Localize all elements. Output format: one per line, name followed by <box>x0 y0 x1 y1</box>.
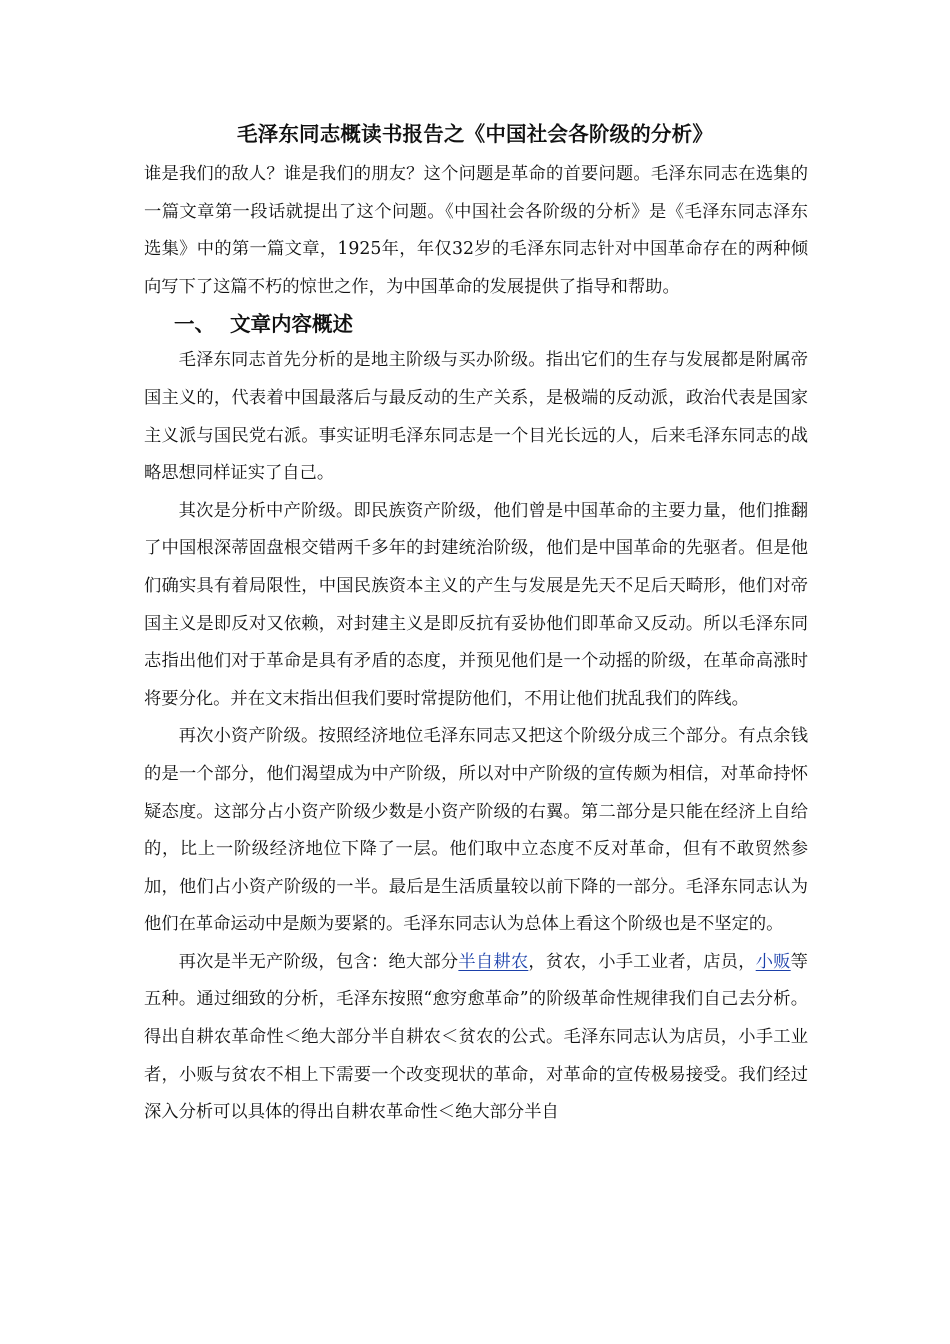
link-semi-owner-peasant[interactable]: 半自耕农 <box>458 951 529 972</box>
section-title: 文章内容概述 <box>230 312 353 337</box>
document-body <box>144 156 808 1132</box>
paragraph-text: ，贫农，小手工业者，店员， <box>528 951 756 972</box>
paragraph-text: 再次是半无产阶级，包含：绝大部分 <box>178 951 459 972</box>
paragraph-text: 等五种。通过细致的分析，毛泽东按照“愈穷愈革命”的阶级革命性规律我们自己去分析。得出自耕农革命性＜绝大部分半自耕农＜贫农的公式。毛泽东同志认为店员，小手工业者，小贩与贫农不相上下需要一个改变现状的革命，对革命的宣传极易接受。我们经过深入分析可以具体的得出自耕农革命性＜绝大部分半自 <box>144 951 808 1123</box>
paragraph-semi-proletariat <box>144 944 808 1132</box>
document-title: 毛泽东同志概读书报告之《中国社会各阶级的分析》 <box>236 122 714 146</box>
section-number: 一、 <box>174 312 215 337</box>
link-peddler[interactable]: 小贩 <box>755 951 791 972</box>
paragraph-landlord-class: 毛泽东同志首先分析的是地主阶级与买办阶级。指出它们的生存与发展都是附属帝国主义的，代表着中国最落后与最反动的生产关系，是极端的反动派，政治代表是国家主义派与国民党右派。事实证明毛泽东同志是一个目光长远的人，后来毛泽东同志的战略思想同样证实了自己。 <box>144 350 808 484</box>
paragraph-middle-class: 其次是分析中产阶级。即民族资产阶级，他们曾是中国革命的主要力量，他们推翻了中国根深蒂固盘根交错两千多年的封建统治阶级，他们是中国革命的先驱者。但是他们确实具有着局限性，中国民族资本主义的产生与发展是先天不足后天畸形，他们对帝国主义是即反对又依赖，对封建主义是即反抗有妥协他们即革命又反动。所以毛泽东同志指出他们对于革命是具有矛盾的态度，并预见他们是一个动摇的阶级，在革命高涨时将要分化。并在文末指出但我们要时常提防他们，不用让他们扰乱我们的阵线。 <box>144 500 808 709</box>
paragraph-petty-bourgeoisie: 再次小资产阶级。按照经济地位毛泽东同志又把这个阶级分成三个部分。有点余钱的是一个部分，他们渴望成为中产阶级，所以对中产阶级的宣传颇为相信，对革命持怀疑态度。这部分占小资产阶级少数是小资产阶级的右翼。第二部分是只能在经济上自给的，比上一阶级经济地位下降了一层。他们取中立态度不反对革命，但有不敢贸然参加，他们占小资产阶级的一半。最后是生活质量较以前下降的一部分。毛泽东同志认为他们在革命运动中是颇为要紧的。毛泽东同志认为总体上看这个阶级也是不坚定的。 <box>144 726 808 935</box>
intro-paragraph: 谁是我们的敌人？谁是我们的朋友？这个问题是革命的首要问题。毛泽东同志在选集的一篇文章第一段话就提出了这个问题。《中国社会各阶级的分析》是《毛泽东同志泽东选集》中的第一篇文章，1925年，年仅32岁的毛泽东同志针对中国革命存在的两种倾向写下了这篇不朽的惊世之作，为中国革命的发展提供了指导和帮助。 <box>144 164 808 297</box>
section-heading <box>144 306 808 342</box>
